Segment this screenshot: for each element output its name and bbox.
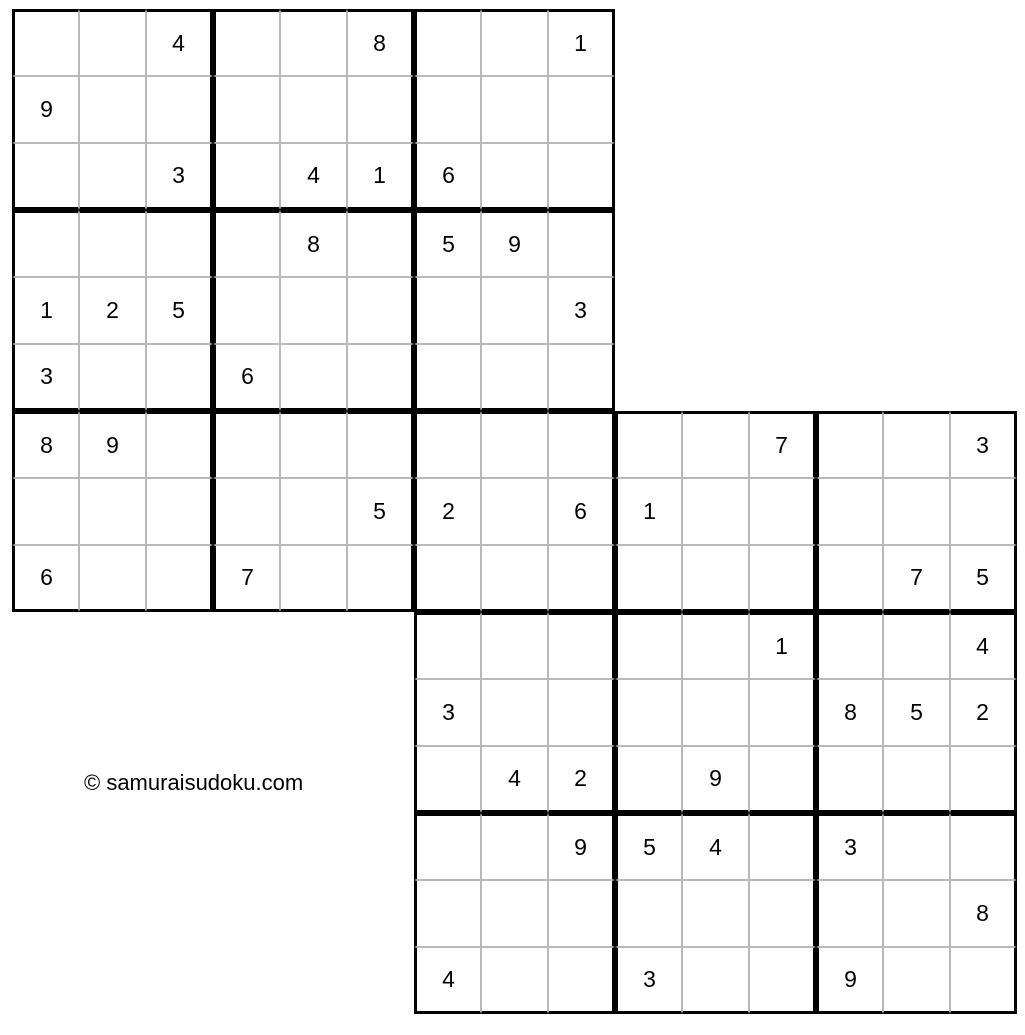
sudoku-cell-given: 3 <box>414 679 481 746</box>
sudoku-cell-empty[interactable] <box>615 679 682 746</box>
sudoku-cell-empty[interactable] <box>414 813 481 880</box>
sudoku-cell-empty[interactable] <box>481 880 548 947</box>
sudoku-cell-empty[interactable] <box>213 478 280 545</box>
sudoku-cell-empty[interactable] <box>12 478 79 545</box>
sudoku-cell-empty[interactable] <box>79 478 146 545</box>
sudoku-cell-empty[interactable] <box>414 344 481 411</box>
sudoku-cell-given: 9 <box>548 813 615 880</box>
sudoku-cell-empty[interactable] <box>883 478 950 545</box>
sudoku-cell-empty[interactable] <box>615 545 682 612</box>
sudoku-cell-empty[interactable] <box>347 76 414 143</box>
sudoku-cell-empty[interactable] <box>615 880 682 947</box>
sudoku-cell-empty[interactable] <box>280 76 347 143</box>
sudoku-cell-given: 3 <box>816 813 883 880</box>
sudoku-cell-given: 1 <box>12 277 79 344</box>
sudoku-cell-given: 8 <box>280 210 347 277</box>
sudoku-cell-empty[interactable] <box>414 612 481 679</box>
sudoku-cell-empty[interactable] <box>481 947 548 1014</box>
sudoku-cell-empty[interactable] <box>682 880 749 947</box>
sudoku-cell-empty[interactable] <box>749 880 816 947</box>
sudoku-cell-empty[interactable] <box>280 9 347 76</box>
sudoku-cell-empty[interactable] <box>615 411 682 478</box>
sudoku-cell-empty[interactable] <box>548 612 615 679</box>
sudoku-cell-given: 4 <box>481 746 548 813</box>
sudoku-cell-empty[interactable] <box>749 478 816 545</box>
sudoku-cell-empty[interactable] <box>213 76 280 143</box>
sudoku-cell-empty[interactable] <box>146 411 213 478</box>
sudoku-cell-empty[interactable] <box>414 9 481 76</box>
sudoku-cell-empty[interactable] <box>682 411 749 478</box>
sudoku-cell-empty[interactable] <box>414 411 481 478</box>
sudoku-cell-empty[interactable] <box>481 545 548 612</box>
sudoku-cell-given: 6 <box>213 344 280 411</box>
sudoku-cell-given: 5 <box>883 679 950 746</box>
sudoku-cell-given: 6 <box>548 478 615 545</box>
sudoku-cell-empty[interactable] <box>79 9 146 76</box>
sudoku-cell-empty[interactable] <box>347 411 414 478</box>
sudoku-cell-given: 9 <box>816 947 883 1014</box>
sudoku-cell-given: 3 <box>12 344 79 411</box>
sudoku-cell-empty[interactable] <box>12 9 79 76</box>
sudoku-cell-empty[interactable] <box>682 545 749 612</box>
sudoku-cell-empty[interactable] <box>749 545 816 612</box>
sudoku-cell-given: 1 <box>749 612 816 679</box>
sudoku-cell-empty[interactable] <box>816 612 883 679</box>
sudoku-cell-empty[interactable] <box>414 545 481 612</box>
sudoku-cell-empty[interactable] <box>146 478 213 545</box>
sudoku-cell-given: 1 <box>615 478 682 545</box>
sudoku-cell-empty[interactable] <box>749 746 816 813</box>
sudoku-cell-empty[interactable] <box>12 143 79 210</box>
sudoku-cell-empty[interactable] <box>146 76 213 143</box>
sudoku-cell-given: 5 <box>950 545 1017 612</box>
sudoku-cell-empty[interactable] <box>682 947 749 1014</box>
sudoku-cell-given: 5 <box>146 277 213 344</box>
sudoku-cell-empty[interactable] <box>548 947 615 1014</box>
sudoku-cell-given: 3 <box>548 277 615 344</box>
sudoku-cell-empty[interactable] <box>280 411 347 478</box>
sudoku-cell-given: 5 <box>347 478 414 545</box>
sudoku-cell-empty[interactable] <box>682 478 749 545</box>
sudoku-cell-empty[interactable] <box>79 344 146 411</box>
sudoku-cell-empty[interactable] <box>548 411 615 478</box>
sudoku-cell-empty[interactable] <box>950 746 1017 813</box>
sudoku-cell-empty[interactable] <box>280 344 347 411</box>
sudoku-cell-empty[interactable] <box>548 143 615 210</box>
sudoku-cell-empty[interactable] <box>950 947 1017 1014</box>
sudoku-cell-given: 3 <box>146 143 213 210</box>
sudoku-cell-empty[interactable] <box>280 478 347 545</box>
sudoku-cell-given: 4 <box>414 947 481 1014</box>
sudoku-cell-given: 1 <box>347 143 414 210</box>
sudoku-cell-empty[interactable] <box>481 612 548 679</box>
sudoku-cell-empty[interactable] <box>146 344 213 411</box>
sudoku-cell-empty[interactable] <box>749 947 816 1014</box>
sudoku-cell-given: 6 <box>414 143 481 210</box>
sudoku-cell-given: 2 <box>950 679 1017 746</box>
sudoku-cell-empty[interactable] <box>883 880 950 947</box>
copyright-label: © samuraisudoku.com <box>84 770 304 795</box>
sudoku-cell-given: 9 <box>682 746 749 813</box>
sudoku-cell-empty[interactable] <box>682 612 749 679</box>
sudoku-cell-empty[interactable] <box>213 9 280 76</box>
sudoku-cell-empty[interactable] <box>213 277 280 344</box>
sudoku-cell-empty[interactable] <box>347 210 414 277</box>
sudoku-cell-empty[interactable] <box>481 277 548 344</box>
sudoku-cell-empty[interactable] <box>816 545 883 612</box>
sudoku-cell-given: 3 <box>615 947 682 1014</box>
sudoku-cell-given: 2 <box>79 277 146 344</box>
sudoku-cell-given: 8 <box>347 9 414 76</box>
sudoku-cell-empty[interactable] <box>816 478 883 545</box>
sudoku-cell-empty[interactable] <box>548 344 615 411</box>
sudoku-cell-given: 4 <box>280 143 347 210</box>
sudoku-cell-empty[interactable] <box>79 143 146 210</box>
sudoku-cell-empty[interactable] <box>414 880 481 947</box>
sudoku-cell-empty[interactable] <box>414 76 481 143</box>
sudoku-cell-empty[interactable] <box>950 813 1017 880</box>
sudoku-cell-empty[interactable] <box>481 679 548 746</box>
sudoku-cell-empty[interactable] <box>883 947 950 1014</box>
sudoku-cell-given: 9 <box>12 76 79 143</box>
sudoku-cell-given: 9 <box>79 411 146 478</box>
sudoku-cell-empty[interactable] <box>548 210 615 277</box>
sudoku-cell-empty[interactable] <box>146 545 213 612</box>
sudoku-cell-given: 2 <box>414 478 481 545</box>
sudoku-cell-given: 6 <box>12 545 79 612</box>
sudoku-cell-given: 5 <box>615 813 682 880</box>
sudoku-cell-empty[interactable] <box>481 411 548 478</box>
sudoku-cell-given: 2 <box>548 746 615 813</box>
sudoku-cell-empty[interactable] <box>548 679 615 746</box>
sudoku-cell-given: 4 <box>146 9 213 76</box>
sudoku-cell-empty[interactable] <box>79 545 146 612</box>
sudoku-cell-empty[interactable] <box>481 478 548 545</box>
sudoku-cell-empty[interactable] <box>883 746 950 813</box>
sudoku-cell-empty[interactable] <box>548 76 615 143</box>
sudoku-cell-empty[interactable] <box>615 746 682 813</box>
sudoku-cell-given: 9 <box>481 210 548 277</box>
sudoku-cell-empty[interactable] <box>79 76 146 143</box>
sudoku-cell-empty[interactable] <box>749 679 816 746</box>
sudoku-cell-empty[interactable] <box>883 411 950 478</box>
sudoku-cell-empty[interactable] <box>280 545 347 612</box>
sudoku-cell-empty[interactable] <box>481 813 548 880</box>
sudoku-cell-given: 7 <box>213 545 280 612</box>
sudoku-cell-given: 8 <box>12 411 79 478</box>
sudoku-cell-given: 4 <box>950 612 1017 679</box>
sudoku-cell-empty[interactable] <box>481 344 548 411</box>
sudoku-cell-given: 5 <box>414 210 481 277</box>
sudoku-cell-empty[interactable] <box>347 277 414 344</box>
sudoku-cell-empty[interactable] <box>548 880 615 947</box>
sudoku-cell-given: 7 <box>883 545 950 612</box>
sudoku-cell-given: 4 <box>682 813 749 880</box>
sudoku-cell-empty[interactable] <box>749 813 816 880</box>
sudoku-cell-empty[interactable] <box>816 880 883 947</box>
sudoku-cell-empty[interactable] <box>481 143 548 210</box>
sudoku-cell-given: 8 <box>816 679 883 746</box>
sudoku-cell-empty[interactable] <box>548 545 615 612</box>
sudoku-cell-given: 1 <box>548 9 615 76</box>
sudoku-cell-empty[interactable] <box>682 679 749 746</box>
sudoku-cell-empty[interactable] <box>79 210 146 277</box>
sudoku-cell-empty[interactable] <box>213 143 280 210</box>
sudoku-cell-empty[interactable] <box>146 210 213 277</box>
sudoku-cell-empty[interactable] <box>213 411 280 478</box>
sudoku-cell-empty[interactable] <box>347 545 414 612</box>
sudoku-cell-given: 3 <box>950 411 1017 478</box>
sudoku-cell-empty[interactable] <box>883 813 950 880</box>
sudoku-cell-empty[interactable] <box>12 210 79 277</box>
sudoku-cell-empty[interactable] <box>414 277 481 344</box>
sudoku-cell-given: 7 <box>749 411 816 478</box>
sudoku-cell-empty[interactable] <box>883 612 950 679</box>
sudoku-cell-empty[interactable] <box>280 277 347 344</box>
sudoku-cell-empty[interactable] <box>213 210 280 277</box>
sudoku-cell-empty[interactable] <box>950 478 1017 545</box>
sudoku-cell-empty[interactable] <box>816 746 883 813</box>
sudoku-cell-empty[interactable] <box>414 746 481 813</box>
sudoku-cell-given: 8 <box>950 880 1017 947</box>
sudoku-cell-empty[interactable] <box>481 76 548 143</box>
sudoku-cell-empty[interactable] <box>347 344 414 411</box>
sudoku-cell-empty[interactable] <box>481 9 548 76</box>
sudoku-cell-empty[interactable] <box>615 612 682 679</box>
sudoku-cell-empty[interactable] <box>816 411 883 478</box>
